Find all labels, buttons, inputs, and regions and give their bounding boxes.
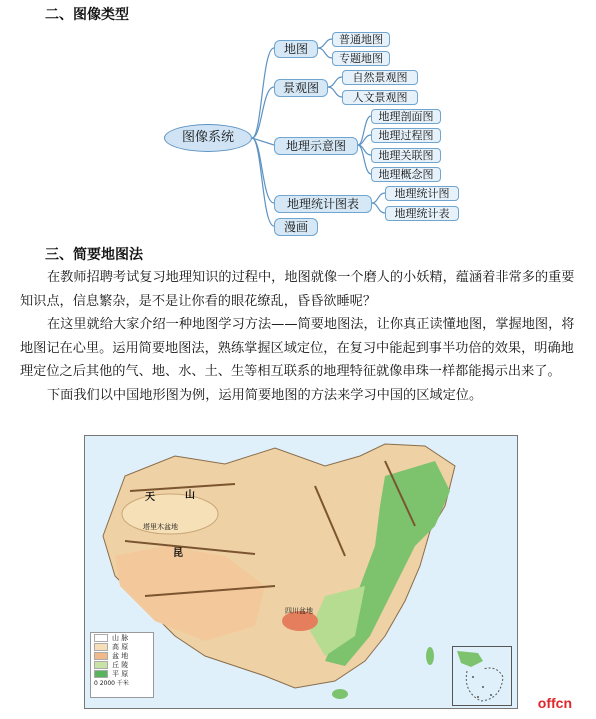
- map-label-tarim: 塔里木盆地: [143, 523, 178, 531]
- branch-cartoon: 漫画: [274, 218, 318, 236]
- map-label-tian: 天: [145, 492, 155, 503]
- map-label-sichuan: 四川盆地: [285, 607, 313, 615]
- section-heading-simple-map: 三、简要地图法: [45, 247, 143, 263]
- legend-item: 高 原: [94, 642, 153, 651]
- paragraph: 在教师招聘考试复习地理知识的过程中，地图就像一个磨人的小妖精，蕴涵着非常多的重要知识点，信息繁杂，是不是让你看的眼花缭乱，昏昏欲睡呢？: [20, 270, 575, 309]
- inset-graphic: [453, 647, 511, 705]
- south-china-sea-inset: [452, 646, 512, 706]
- leaf-process-diagram: 地理过程图: [371, 128, 441, 143]
- map-label-kunlun: 昆: [173, 548, 183, 559]
- legend-swatch: [94, 652, 108, 660]
- paragraph: 在这里就给大家介绍一种地图学习方法——简要地图法，让你真正读懂地图，掌握地图，将地图记在心里。运用简要地图法，熟练掌握区域定位，在复习中能起到事半功倍的效果，明确地理定位之后其他的气、地、水、土、生等相互联系的地理特征就像串珠一样都能揭示出来了。: [20, 317, 575, 380]
- leaf-natural-landscape: 自然景观图: [342, 70, 418, 85]
- mindmap-root: 图像系统: [164, 124, 252, 152]
- branch-map: 地图: [274, 40, 318, 58]
- leaf-relation-diagram: 地理关联图: [371, 148, 441, 163]
- leaf-thematic-map: 专题地图: [332, 51, 390, 66]
- map-label-shan: 山: [185, 490, 195, 501]
- legend-item: 山 脉: [94, 633, 153, 642]
- legend-swatch: [94, 670, 108, 678]
- paragraph: 下面我们以中国地形图为例，运用简要地图的方法来学习中国的区域定位。: [47, 387, 483, 403]
- leaf-stat-table: 地理统计表: [385, 206, 459, 221]
- map-scale: 0 2000 千米: [94, 680, 129, 687]
- legend-swatch: [94, 634, 108, 642]
- legend-item: 盆 地: [94, 651, 153, 660]
- body-text: [20, 266, 576, 408]
- leaf-human-landscape: 人文景观图: [342, 90, 418, 105]
- leaf-stat-chart: 地理统计图: [385, 186, 459, 201]
- watermark-logo: offcn: [537, 695, 572, 711]
- map-legend: [90, 632, 154, 698]
- leaf-profile-diagram: 地理剖面图: [371, 109, 441, 124]
- legend-swatch: [94, 643, 108, 651]
- section-heading-image-types: 二、图像类型: [45, 7, 129, 23]
- branch-landscape: 景观图: [274, 79, 328, 97]
- legend-item: 丘 陵: [94, 660, 153, 669]
- branch-diagram: 地理示意图: [274, 137, 358, 155]
- branch-statistics: 地理统计图表: [274, 195, 372, 213]
- legend-item: 平 原: [94, 669, 153, 678]
- leaf-general-map: 普通地图: [332, 32, 390, 47]
- legend-swatch: [94, 661, 108, 669]
- leaf-concept-diagram: 地理概念图: [371, 167, 441, 182]
